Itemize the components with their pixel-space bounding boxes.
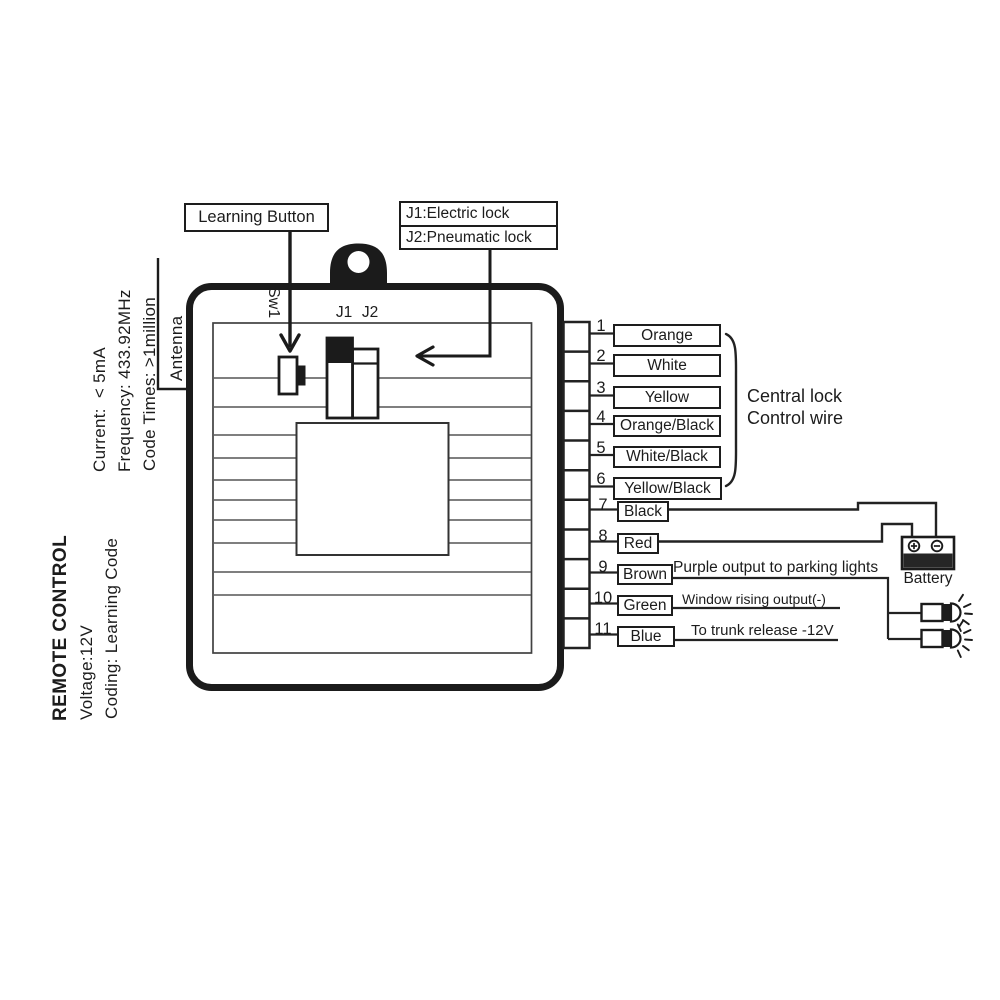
wire-number: 8 xyxy=(598,527,608,545)
spec-frequency: Frequency: 433.92MHz xyxy=(115,289,134,472)
central-lock-line2: Control wire xyxy=(747,408,844,428)
lock-legend-callout xyxy=(399,201,558,250)
wire-number: 1 xyxy=(596,317,606,335)
j2-jumper-icon xyxy=(353,349,379,418)
wire-color-box: Red xyxy=(617,533,659,554)
wire-color-box: Brown xyxy=(617,564,673,585)
wire-number: 9 xyxy=(598,558,608,576)
central-lock-line1: Central lock xyxy=(747,386,843,406)
battery-label: Battery xyxy=(903,570,953,587)
spec-current: Current: < 5mA xyxy=(90,347,109,472)
lock-legend-j2: J2:Pneumatic lock xyxy=(406,228,532,246)
spec-voltage: Voltage:12V xyxy=(77,625,96,720)
wire-color-box: Black xyxy=(617,501,669,522)
wire-number: 4 xyxy=(596,408,606,426)
wire-number: 2 xyxy=(596,347,606,365)
wire-red-to-battery xyxy=(655,524,912,542)
wire-number: 7 xyxy=(598,496,608,514)
wire-number: 10 xyxy=(593,589,613,607)
wire-number: 11 xyxy=(594,620,612,638)
group-bracket-icon xyxy=(726,334,736,486)
spec-code-times: Code Times: >1million xyxy=(140,296,159,471)
wire-color-box: Blue xyxy=(617,626,675,647)
device-title: REMOTE CONTROL xyxy=(50,534,71,721)
j1-jumper-cap-icon xyxy=(327,338,353,363)
lamp-icon xyxy=(922,595,973,631)
wire-color-box: Yellow/Black xyxy=(613,477,722,500)
mounting-tab-icon xyxy=(326,244,391,288)
sw1-label: Sw1 xyxy=(265,287,282,319)
wire-color-box: White xyxy=(613,354,721,377)
wire-color-box: Green xyxy=(617,595,673,616)
chip-outline xyxy=(297,423,449,555)
wire-number: 5 xyxy=(596,439,606,457)
wire-note-parking-lights: Purple output to parking lights xyxy=(673,559,879,576)
battery-icon xyxy=(902,537,954,569)
wire-color-box: Orange xyxy=(613,324,721,347)
lamp-icon xyxy=(922,621,973,657)
wire-color-box: Yellow xyxy=(613,386,721,409)
wire-color-box: Orange/Black xyxy=(613,415,721,437)
wire-number: 6 xyxy=(596,470,606,488)
wire-black-to-battery xyxy=(665,503,936,537)
wire-color-box: White/Black xyxy=(613,446,721,468)
lock-legend-j1: J1:Electric lock xyxy=(401,203,556,227)
sw1-switch-icon xyxy=(279,357,297,394)
antenna-label: Antenna xyxy=(167,315,186,381)
sw1-actuator-icon xyxy=(297,366,306,386)
wire-note-window: Window rising output(-) xyxy=(682,591,826,607)
central-lock-annotation xyxy=(747,385,843,429)
wire-number: 3 xyxy=(596,379,606,397)
wire-note-trunk: To trunk release -12V xyxy=(691,622,834,639)
lock-legend-arrow xyxy=(420,245,490,356)
j1-label: J1 xyxy=(335,304,353,321)
learning-button-callout: Learning Button xyxy=(184,203,329,232)
j2-label: J2 xyxy=(361,304,379,321)
spec-coding: Coding: Learning Code xyxy=(102,537,121,719)
